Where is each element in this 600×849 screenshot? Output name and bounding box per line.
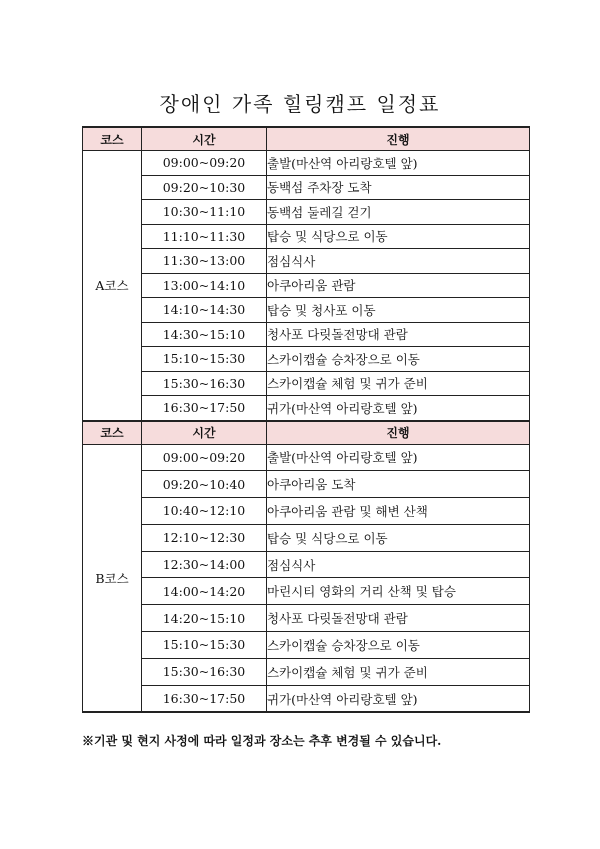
table-row: [83, 347, 530, 372]
table-row: [83, 200, 530, 225]
table-row: [83, 658, 530, 685]
table-row: [83, 151, 530, 176]
activity-cell: 탑승 및 청사포 이동: [267, 298, 530, 323]
activity-cell: 귀가(마산역 아리랑호텔 앞): [267, 685, 530, 712]
activity-cell: 청사포 다릿돌전망대 관람: [267, 605, 530, 632]
time-cell: 09:00~09:20: [142, 444, 267, 471]
activity-cell: 귀가(마산역 아리랑호텔 앞): [267, 396, 530, 421]
table-row: [83, 685, 530, 712]
time-cell: 12:10~12:30: [142, 524, 267, 551]
time-cell: 11:30~13:00: [142, 249, 267, 274]
table-row: [83, 175, 530, 200]
footnote: ※기관 및 현지 사정에 따라 일정과 장소는 추후 변경될 수 있습니다.: [82, 734, 442, 748]
activity-cell: 탑승 및 식당으로 이동: [267, 524, 530, 551]
table-row: [83, 273, 530, 298]
activity-cell: 아쿠아리움 관람: [267, 273, 530, 298]
time-cell: 15:30~16:30: [142, 371, 267, 396]
table-row: [83, 498, 530, 525]
header-time: 시간: [142, 127, 267, 151]
table-row: [83, 471, 530, 498]
table-row: [83, 371, 530, 396]
activity-cell: 출발(마산역 아리랑호텔 앞): [267, 151, 530, 176]
table-row: [83, 605, 530, 632]
table-row: [83, 396, 530, 421]
course-name: A코스: [83, 151, 142, 421]
time-cell: 09:20~10:30: [142, 175, 267, 200]
time-cell: 14:30~15:10: [142, 322, 267, 347]
time-cell: 09:00~09:20: [142, 151, 267, 176]
activity-cell: 청사포 다릿돌전망대 관람: [267, 322, 530, 347]
schedule-table: [82, 126, 530, 713]
table-row: [83, 322, 530, 347]
table-row: [83, 632, 530, 659]
table-row: [83, 578, 530, 605]
course-a-block: [83, 127, 530, 421]
time-cell: 15:10~15:30: [142, 632, 267, 659]
header-progress: 진행: [267, 127, 530, 151]
header-course: 코스: [83, 127, 142, 151]
table-header-row: [83, 421, 530, 445]
course-name: B코스: [83, 444, 142, 712]
page-title: 장애인 가족 힐링캠프 일정표: [159, 92, 441, 116]
table-row: [83, 524, 530, 551]
time-cell: 14:20~15:10: [142, 605, 267, 632]
activity-cell: 동백섬 주차장 도착: [267, 175, 530, 200]
time-cell: 09:20~10:40: [142, 471, 267, 498]
header-progress: 진행: [267, 421, 530, 445]
table-row: [83, 249, 530, 274]
activity-cell: 스카이캡슐 체험 및 귀가 준비: [267, 371, 530, 396]
course-b-block: [83, 421, 530, 713]
activity-cell: 점심식사: [267, 249, 530, 274]
time-cell: 11:10~11:30: [142, 224, 267, 249]
time-cell: 16:30~17:50: [142, 396, 267, 421]
time-cell: 12:30~14:00: [142, 551, 267, 578]
time-cell: 10:40~12:10: [142, 498, 267, 525]
time-cell: 15:30~16:30: [142, 658, 267, 685]
activity-cell: 스카이캡슐 체험 및 귀가 준비: [267, 658, 530, 685]
table-header-row: [83, 127, 530, 151]
activity-cell: 점심식사: [267, 551, 530, 578]
time-cell: 15:10~15:30: [142, 347, 267, 372]
time-cell: 10:30~11:10: [142, 200, 267, 225]
time-cell: 14:10~14:30: [142, 298, 267, 323]
activity-cell: 스카이캡슐 승차장으로 이동: [267, 347, 530, 372]
time-cell: 13:00~14:10: [142, 273, 267, 298]
activity-cell: 스카이캡슐 승차장으로 이동: [267, 632, 530, 659]
activity-cell: 아쿠아리움 관람 및 해변 산책: [267, 498, 530, 525]
table-row: [83, 551, 530, 578]
activity-cell: 탑승 및 식당으로 이동: [267, 224, 530, 249]
table-row: [83, 444, 530, 471]
header-time: 시간: [142, 421, 267, 445]
activity-cell: 아쿠아리움 도착: [267, 471, 530, 498]
time-cell: 14:00~14:20: [142, 578, 267, 605]
activity-cell: 출발(마산역 아리랑호텔 앞): [267, 444, 530, 471]
time-cell: 16:30~17:50: [142, 685, 267, 712]
table-row: [83, 298, 530, 323]
activity-cell: 동백섬 둘레길 걷기: [267, 200, 530, 225]
table-row: [83, 224, 530, 249]
header-course: 코스: [83, 421, 142, 445]
activity-cell: 마린시티 영화의 거리 산책 및 탑승: [267, 578, 530, 605]
